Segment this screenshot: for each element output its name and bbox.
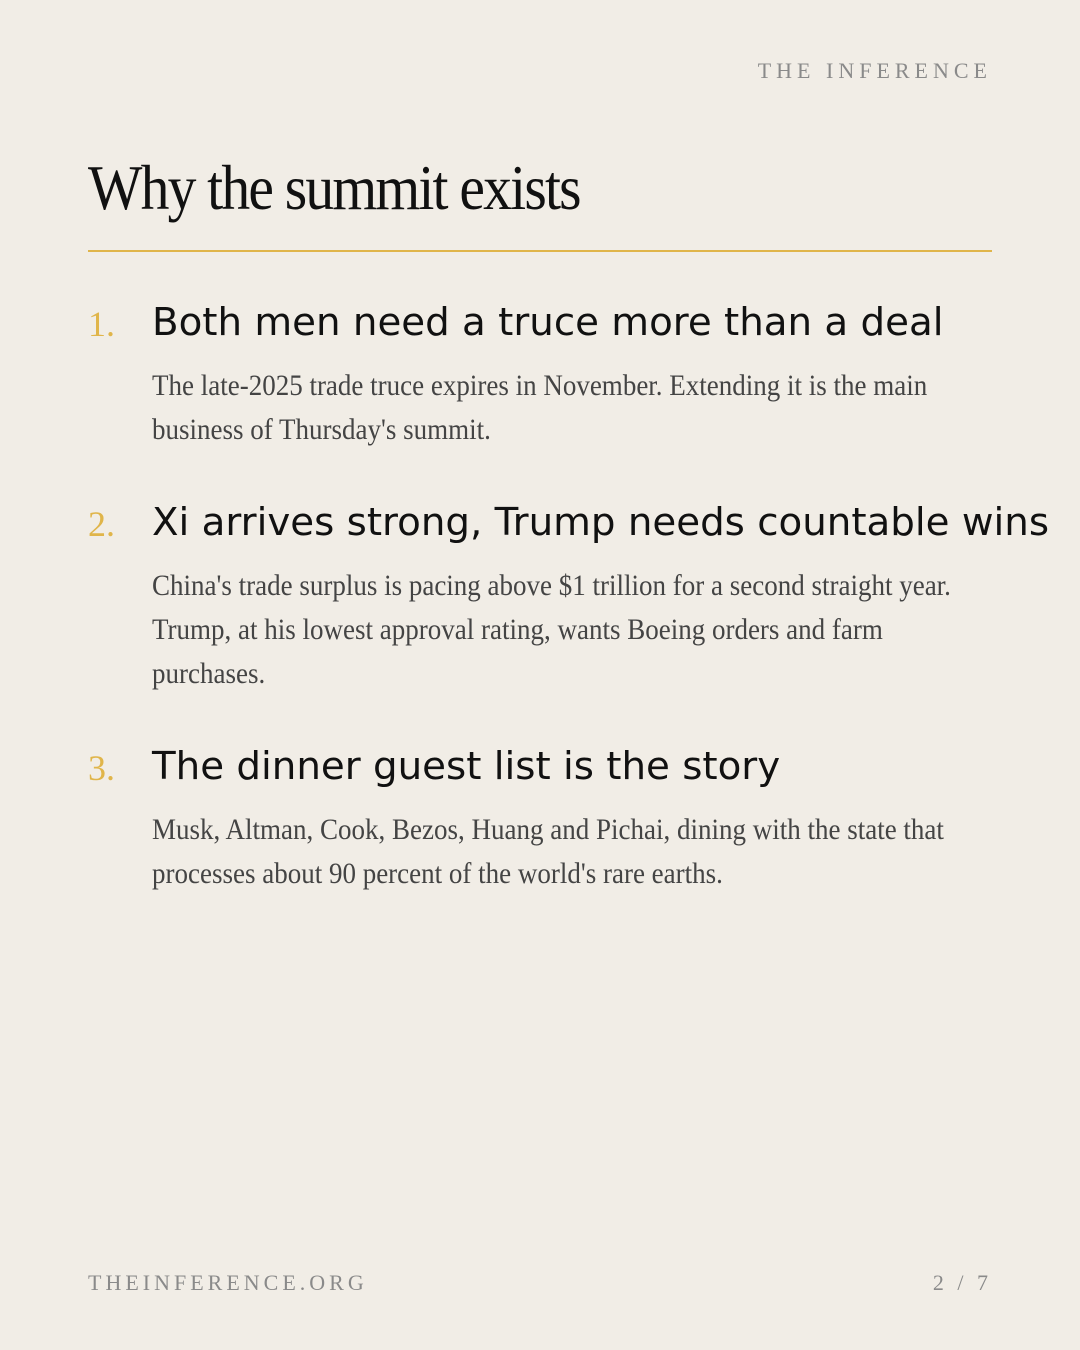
item-heading: Both men need a truce more than a deal	[152, 300, 944, 344]
item-body: Musk, Altman, Cook, Bezos, Huang and Pichai, dining with the state that processes about 90 percent of the world's rare earths.	[152, 813, 944, 890]
brand-label: THE INFERENCE	[757, 58, 992, 83]
list-item	[88, 496, 1050, 696]
item-heading: The dinner guest list is the story	[152, 744, 781, 788]
item-number: 1.	[88, 304, 115, 344]
list-item	[88, 296, 992, 452]
title-divider	[88, 250, 992, 252]
site-url: THEINFERENCE.ORG	[88, 1270, 368, 1295]
page-title: Why the summit exists	[88, 152, 580, 223]
item-number: 2.	[88, 504, 115, 544]
item-number: 3.	[88, 748, 115, 788]
item-body: The late-2025 trade truce expires in November. Extending it is the main business of Thursday's summit.	[152, 369, 928, 446]
list-item	[88, 740, 992, 896]
reasons-list	[88, 296, 1050, 940]
page-indicator: 2 / 7	[932, 1270, 992, 1295]
item-body: China's trade surplus is pacing above $1 trillion for a second straight year. Trump, at his lowest approval rating, wants Boeing orders and farm purchases.	[152, 569, 951, 690]
item-heading: Xi arrives strong, Trump needs countable wins	[152, 500, 1050, 544]
